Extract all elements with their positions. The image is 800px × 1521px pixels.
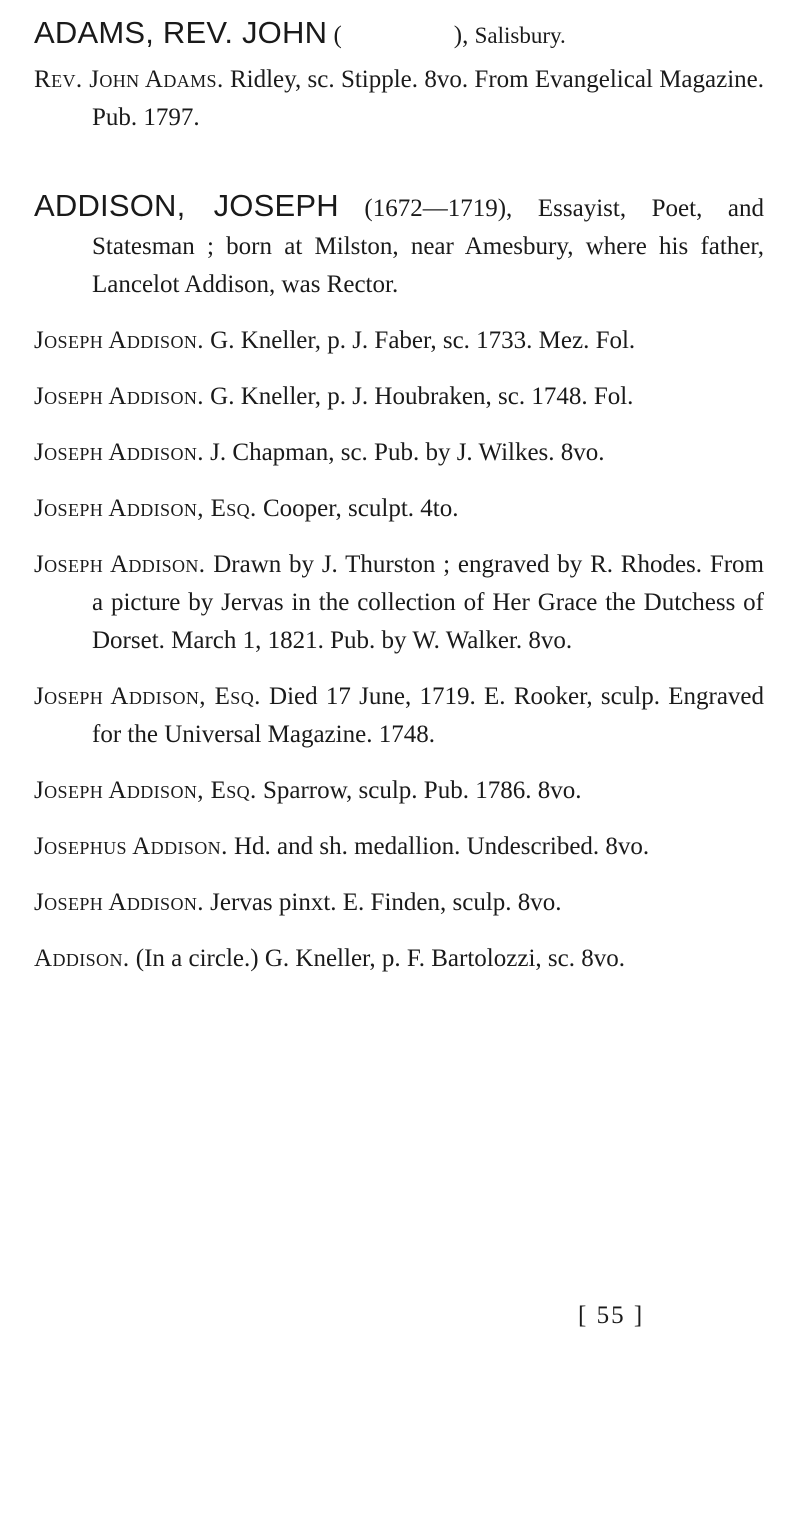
portrait-title: Josephus Addison. xyxy=(34,833,228,860)
heading-dates: (1672—1719), xyxy=(364,195,513,222)
portrait-title: Joseph Addison. xyxy=(34,327,204,354)
heading-name: ADAMS, REV. JOHN xyxy=(34,15,328,50)
portrait-title: Joseph Addison. xyxy=(34,551,206,578)
heading-addison xyxy=(34,187,764,304)
heading-dates-close: ), xyxy=(453,22,469,49)
portrait-details: Hd. and sh. medallion. Undescribed. 8vo. xyxy=(233,833,650,860)
portrait-details: Ridley, sc. Stipple. 8vo. From Evangelical Magazine. Pub. 1797. xyxy=(92,66,765,131)
entry-block-adams xyxy=(34,14,764,137)
portrait-title: Joseph Addison, Esq. xyxy=(34,683,261,710)
heading-dates-open: ( xyxy=(333,22,342,49)
portrait-title: Joseph Addison. xyxy=(34,439,204,466)
heading-adams xyxy=(34,14,764,55)
portrait-entry xyxy=(34,678,764,754)
portrait-entry xyxy=(34,940,764,978)
portrait-details: J. Chapman, sc. Pub. by J. Wilkes. 8vo. xyxy=(210,439,605,466)
portrait-entry xyxy=(34,828,764,866)
portrait-title: Addison. xyxy=(34,945,130,972)
page-number: [ 55 ] xyxy=(578,1302,645,1329)
portrait-entry xyxy=(34,434,764,472)
portrait-entry xyxy=(34,546,764,660)
portrait-entry xyxy=(34,378,764,416)
portrait-title: Joseph Addison, Esq. xyxy=(34,495,257,522)
portrait-details: Jervas pinxt. E. Finden, sculp. 8vo. xyxy=(210,889,562,916)
portrait-details: Drawn by J. Thurston ; engraved by R. Rhodes. From a picture by Jervas in the collection of Her Grace the Dutchess of Dorset. March 1, 1821. Pub. by W. Walker. 8vo. xyxy=(92,551,764,654)
portrait-title: Joseph Addison, Esq. xyxy=(34,777,257,804)
portrait-title: Joseph Addison. xyxy=(34,889,204,916)
portrait-details: Cooper, sculpt. 4to. xyxy=(262,495,459,522)
page-content xyxy=(34,14,764,996)
portrait-entry xyxy=(34,322,764,360)
portrait-entry xyxy=(34,772,764,810)
heading-description: Essayist, Poet, and Statesman ; born at Milston, near Amesbury, where his father, Lancelot Addison, was Rector. xyxy=(92,195,765,298)
portrait-details: (In a circle.) G. Kneller, p. F. Bartolozzi, sc. 8vo. xyxy=(135,945,625,972)
portrait-entry xyxy=(34,884,764,922)
heading-name: ADDISON, JOSEPH xyxy=(34,188,339,223)
portrait-title: Joseph Addison. xyxy=(34,383,204,410)
portrait-entry xyxy=(34,490,764,528)
portrait-details: G. Kneller, p. J. Houbraken, sc. 1748. Fol. xyxy=(210,383,634,410)
portrait-title: Rev. John Adams. xyxy=(34,66,224,93)
heading-place: Salisbury. xyxy=(474,23,566,48)
portrait-entry xyxy=(34,61,764,137)
portrait-details: G. Kneller, p. J. Faber, sc. 1733. Mez. Fol. xyxy=(210,327,636,354)
entry-block-addison xyxy=(34,187,764,978)
portrait-details: Died 17 June, 1719. E. Rooker, sculp. Engraved for the Universal Magazine. 1748. xyxy=(92,683,765,748)
portrait-details: Sparrow, sculp. Pub. 1786. 8vo. xyxy=(262,777,582,804)
